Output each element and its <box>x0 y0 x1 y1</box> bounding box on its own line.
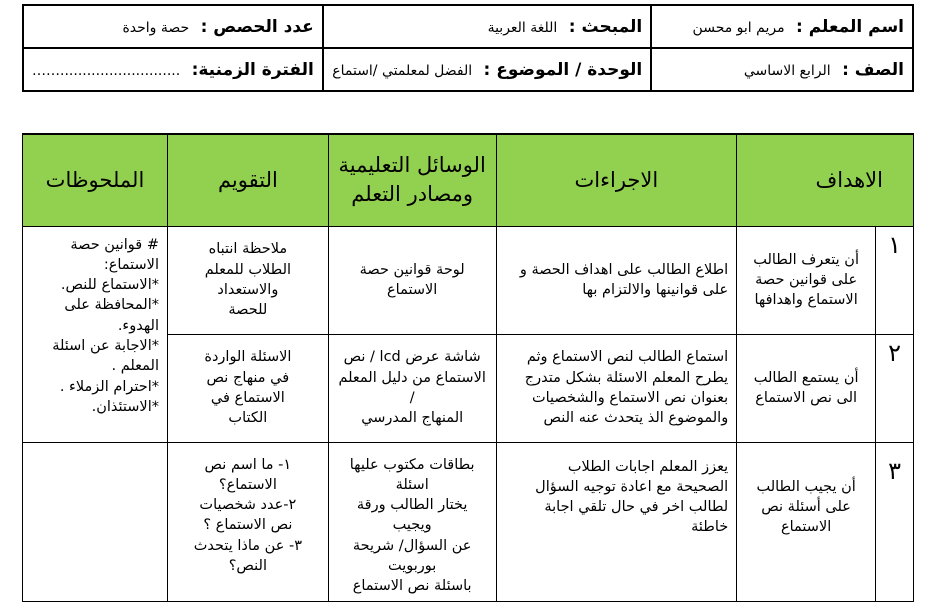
procedures-cell <box>496 442 737 601</box>
evaluation-line: الاستماع في <box>210 390 285 406</box>
procedure-line: يعزز المعلم اجابات الطلاب <box>567 458 729 475</box>
notes-line: # قوانين حصة <box>70 236 159 253</box>
header-means-line1: الوسائل التعليمية <box>338 152 486 177</box>
unit-cell <box>323 48 651 91</box>
means-line: يختار الطالب ورقة ويجيب <box>356 497 468 534</box>
goal-cell: أن يتعرف الطالب على قوانين حصة الاستماع واهدافها <box>737 226 876 334</box>
procedure-line: لطالب اخر في حال تلقي اجابة خاطئة <box>544 499 729 536</box>
means-line: الاستماع من دليل المعلم / <box>338 369 486 406</box>
notes-line: الاستماع: <box>103 256 159 273</box>
procedure-line: بعنوان نص الاستماع والشخصيات <box>531 390 729 406</box>
grade-label: الصف : <box>842 59 904 80</box>
evaluation-line: في منهاج نص <box>206 369 290 386</box>
evaluation-line: ٣- عن ماذا يتحدث <box>193 537 302 554</box>
timeframe-label: الفترة الزمنية: <box>191 59 314 80</box>
means-line: شاشة عرض lcd / نص <box>343 349 481 366</box>
evaluation-line: نص الاستماع ؟ <box>203 517 293 534</box>
means-line: عن السؤال/ شريحة بوربويت <box>352 537 472 574</box>
means-cell <box>328 226 496 334</box>
table-row <box>23 226 914 334</box>
evaluation-line: ٢-عدد شخصيات <box>199 497 297 514</box>
header-procedures: الاجراءات <box>496 134 737 226</box>
timeframe-value: ...........................…… <box>32 62 181 79</box>
subject-value: اللغة العربية <box>487 19 558 36</box>
row-number: ٢ <box>876 334 914 442</box>
info-table <box>22 4 914 92</box>
teacher-cell <box>651 5 913 48</box>
header-means <box>328 134 496 226</box>
procedure-line: على قوانينها والالتزام بها <box>582 282 729 298</box>
header-evaluation: التقويم <box>167 134 328 226</box>
periods-value: حصة واحدة <box>122 19 190 36</box>
row-number: ١ <box>876 226 914 334</box>
notes-line: *الاجابة عن اسئلة <box>52 337 159 354</box>
periods-cell <box>23 5 323 48</box>
subject-cell <box>323 5 651 48</box>
means-line: بطاقات مكتوب عليها اسئلة <box>349 456 475 493</box>
subject-label: المبحث : <box>568 16 643 37</box>
header-means-line2: ومصادر التعلم <box>351 182 474 207</box>
means-cell <box>328 442 496 601</box>
timeframe-cell <box>23 48 323 91</box>
table-row <box>23 442 914 601</box>
header-goals: الاهداف <box>737 134 914 226</box>
means-line: المنهاج المدرسي <box>361 410 464 427</box>
procedure-line: الصحيحة مع اعادة توجيه السؤال <box>535 478 729 495</box>
notes-cell-empty <box>23 442 168 601</box>
teacher-label: اسم المعلم : <box>796 16 904 37</box>
procedure-line: والموضوع الذ يتحدث عنه النص <box>543 410 729 427</box>
evaluation-line: ١- ما اسم نص <box>204 456 292 473</box>
evaluation-cell <box>167 334 328 442</box>
means-line: لوحة قوانين حصة الاستماع <box>359 261 465 298</box>
notes-line: *الاستماع للنص. <box>60 277 159 294</box>
table-header-row <box>23 134 914 226</box>
evaluation-cell <box>167 442 328 601</box>
evaluation-line: الكتاب <box>228 410 268 427</box>
teacher-value: مريم ابو محسن <box>692 19 785 36</box>
evaluation-line: الطلاب للمعلم <box>204 261 292 278</box>
evaluation-cell <box>167 226 328 334</box>
procedure-line: استماع الطالب لنص الاستماع وثم <box>526 349 729 366</box>
notes-line: *المحافظة على <box>64 297 159 314</box>
periods-label: عدد الحصص : <box>200 16 314 37</box>
means-cell <box>328 334 496 442</box>
row-number: ٣ <box>876 442 914 601</box>
goal-cell: أن يجيب الطالب على أسئلة نص الاستماع <box>737 442 876 601</box>
means-line: باسئلة نص الاستماع <box>352 578 472 595</box>
evaluation-line: للحصة <box>228 302 268 319</box>
evaluation-line: النص؟ <box>228 557 268 574</box>
lesson-plan-table <box>22 133 914 602</box>
header-notes: الملحوظات <box>23 134 168 226</box>
unit-label: الوحدة / الموضوع : <box>483 59 643 80</box>
evaluation-line: ملاحظة انتباه <box>208 241 288 258</box>
unit-value: الفضل لمعلمتي /استماع <box>332 62 473 79</box>
notes-line: المعلم . <box>111 358 159 375</box>
evaluation-line: الاستماع؟ <box>218 476 277 493</box>
evaluation-line: والاستعداد <box>217 282 279 298</box>
notes-line: *الاستئذان. <box>91 398 159 415</box>
procedures-cell <box>496 334 737 442</box>
procedure-line: يطرح المعلم الاسئلة بشكل متدرج <box>524 369 729 386</box>
procedures-cell <box>496 226 737 334</box>
procedure-line: اطلاع الطالب على اهداف الحصة و <box>519 261 729 278</box>
notes-line: *احترام الزملاء . <box>59 378 159 395</box>
grade-cell <box>651 48 913 91</box>
evaluation-line: الاسئلة الواردة <box>204 349 292 366</box>
notes-cell <box>23 226 168 442</box>
goal-cell: أن يستمع الطالب الى نص الاستماع <box>737 334 876 442</box>
grade-value: الرابع الاساسي <box>743 62 831 79</box>
notes-line: الهدوء. <box>117 317 159 334</box>
